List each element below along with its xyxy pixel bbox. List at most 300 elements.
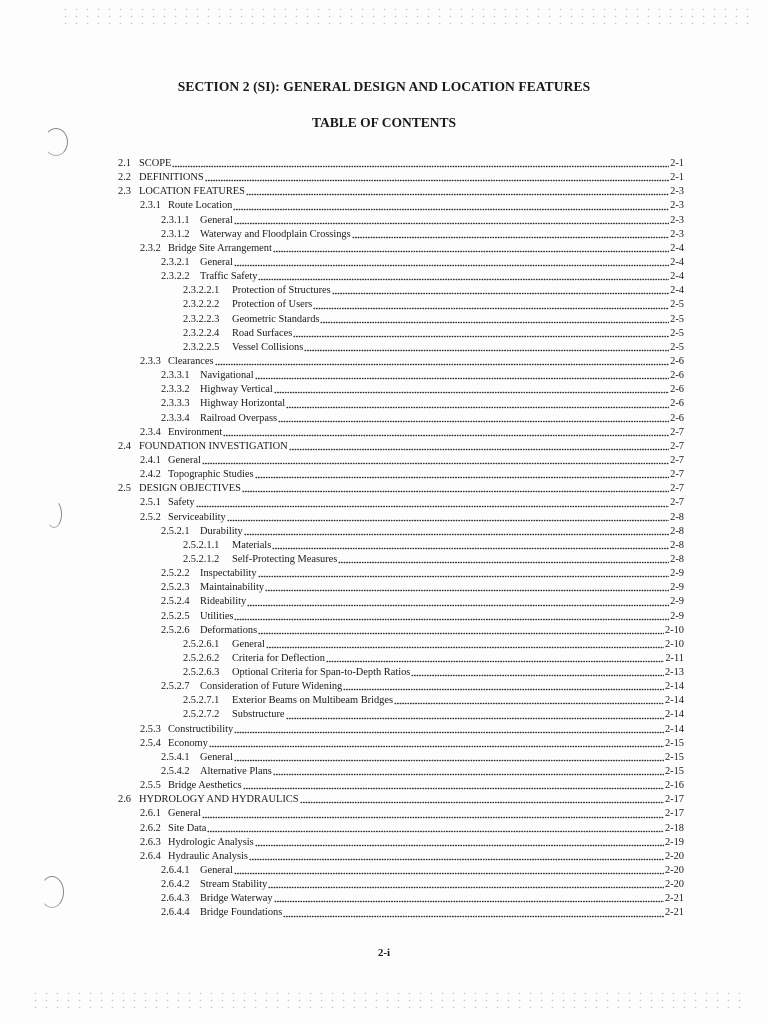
toc-entry-number: 2.5.2.1.2 [183,553,220,565]
dot-leader [202,462,669,465]
toc-entry-label [161,256,233,270]
dot-leader [227,519,669,522]
toc-entry-label [183,284,331,298]
toc-entry-title: Environment [168,426,223,438]
toc-entry-title: Navigational [200,370,254,382]
toc-entry-label [140,779,242,793]
dot-leader [266,646,664,649]
toc-entry-page: 2-7 [670,483,684,495]
toc-entry-number: 2.5.2.3 [161,582,190,594]
dot-leader [300,801,664,804]
dot-leader [326,660,664,663]
toc-entry-number: 2.6 [118,794,131,806]
toc-entry-title: Rideability [200,596,247,608]
dot-leader [215,363,670,366]
toc-entry [118,468,684,482]
toc-entry [118,284,684,298]
dot-leader [255,476,670,479]
toc-entry-title: Bridge Site Arrangement [168,242,272,254]
scan-noise-bottom [30,990,750,1012]
toc-entry-page: 2-6 [670,384,684,396]
toc-entry-page: 2-14 [664,681,684,693]
dot-leader [242,490,669,493]
dot-leader [202,816,664,819]
toc-entry-title: Exterior Beams on Multibeam Bridges [232,695,394,707]
toc-entry-page: 2-19 [664,836,684,848]
toc-entry-number: 2.4 [118,440,131,452]
toc-entry-label [140,454,201,468]
toc-entry-title: Bridge Foundations [200,907,283,919]
toc-entry-page: 2-1 [670,172,684,184]
toc-entry-number: 2.6.1 [140,808,161,820]
toc-entry-title: Economy [168,737,208,749]
toc-entry-page: 2-21 [664,907,684,919]
page-title: SECTION 2 (SI): GENERAL DESIGN AND LOCATION FEATURES [177,79,591,94]
toc-entry-page: 2-6 [670,355,684,367]
toc-entry-label [140,199,232,213]
dot-leader [209,745,664,748]
toc-entry-number: 2.5.4.1 [161,751,190,763]
dot-leader [272,547,669,550]
toc-entry [118,482,684,496]
toc-entry-label [140,836,254,850]
dot-leader [255,377,669,380]
toc-entry-number: 2.6.4 [140,850,161,862]
toc-entry-label [161,624,257,638]
toc-entry-number: 2.5.2.2 [161,568,190,580]
toc-entry-number: 2.3.3 [140,355,161,367]
toc-entry-page: 2-10 [664,624,684,636]
toc-entry [118,765,684,779]
dot-leader [286,406,669,409]
toc-entry-title: Deformations [200,624,258,636]
toc-entry [118,737,684,751]
toc-entry [118,751,684,765]
toc-entry [118,553,684,567]
toc-entry [118,157,684,171]
toc-entry-label [161,680,342,694]
toc-entry-page: 2-7 [670,469,684,481]
toc-entry [118,539,684,553]
toc-entry-title: Durability [200,525,243,537]
dot-leader [233,208,669,211]
toc-entry-page: 2-5 [670,327,684,339]
toc-entry [118,440,684,454]
toc-entry-page: 2-21 [664,893,684,905]
dot-leader [234,731,664,734]
dot-leader [196,505,670,508]
toc-entry [118,369,684,383]
toc-entry-number: 2.3.2.2.4 [183,327,220,339]
toc-entry-number: 2.5.2.7.2 [183,709,220,721]
toc-entry-page: 2-20 [664,865,684,877]
page-number: 2-i [377,947,391,959]
toc-entry-number: 2.3.2.2.2 [183,299,220,311]
toc-entry-page: 2-16 [664,780,684,792]
toc-entry-label [161,595,246,609]
toc-entry-label [118,157,171,171]
toc-entry-label [118,440,288,454]
toc-entry-number: 2.3.1 [140,200,161,212]
dot-leader [246,193,669,196]
toc-entry [118,397,684,411]
toc-entry-title: Clearances [168,355,214,367]
toc-entry-page: 2-8 [670,539,684,551]
toc-entry-title: Hydrologic Analysis [168,836,254,848]
toc-entry [118,595,684,609]
toc-entry-page: 2-15 [664,766,684,778]
toc-entry-label [140,737,208,751]
toc-entry-label [140,850,248,864]
toc-entry-number: 2.5.5 [140,780,161,792]
toc-entry-title: Stream Stability [200,879,268,891]
dot-leader [265,589,669,592]
dot-leader [332,292,669,295]
toc-entry-label [183,327,292,341]
toc-entry-page: 2-6 [670,398,684,410]
dot-leader [320,321,669,324]
toc-entry-label [161,270,257,284]
dot-leader [244,533,669,536]
dot-leader [286,717,664,720]
dot-leader [304,349,669,352]
toc-entry [118,355,684,369]
toc-entry-number: 2.5.2.6.1 [183,638,220,650]
toc-entry-label [161,397,285,411]
toc-entry-number: 2.5.2.6.2 [183,652,220,664]
toc-entry-label [161,751,233,765]
toc-entry-number: 2.3.2 [140,242,161,254]
dot-leader [247,604,669,607]
toc-entry-number: 2.5.2.7.1 [183,695,220,707]
toc-entry-number: 2.6.4.3 [161,893,190,905]
toc-entry-page: 2-5 [670,341,684,353]
toc-entry-page: 2-20 [664,850,684,862]
dot-leader [234,264,669,267]
toc-entry-label [161,610,233,624]
toc-entry-title: Road Surfaces [232,327,293,339]
toc-entry-label [118,171,204,185]
toc-entry-label [183,638,265,652]
dot-leader [234,222,669,225]
toc-entry-label [161,892,273,906]
toc-entry-page: 2-20 [664,879,684,891]
toc-entry-number: 2.3.3.4 [161,412,190,424]
toc-entry-label [140,723,233,737]
toc-entry [118,624,684,638]
toc-entry-title: DEFINITIONS [139,172,204,184]
toc-entry-title: LOCATION FEATURES [139,186,245,198]
toc-heading: TABLE OF CONTENTS [311,115,457,130]
toc-entry-label [140,468,254,482]
toc-entry [118,723,684,737]
toc-entry-title: Site Data [168,822,207,834]
dot-leader [343,688,664,691]
toc-entry [118,567,684,581]
toc-entry-label [118,482,241,496]
dot-leader [258,632,664,635]
toc-entry-number: 2.6.3 [140,836,161,848]
toc-entry-label [161,525,243,539]
toc-entry-page: 2-9 [670,582,684,594]
toc-entry-label [183,539,271,553]
toc-entry-number: 2.6.2 [140,822,161,834]
toc-entry-title: Inspectability [200,568,257,580]
toc-entry-title: Criteria for Deflection [232,652,325,664]
toc-entry-title: Railroad Overpass [200,412,278,424]
toc-entry-number: 2.4.1 [140,454,161,466]
dot-leader [205,179,669,182]
toc-entry-title: Serviceability [168,511,226,523]
toc-entry-number: 2.5.4.2 [161,766,190,778]
toc-entry-page: 2-4 [670,256,684,268]
toc-entry-number: 2.5.2.7 [161,681,190,693]
toc-entry-label [161,412,277,426]
toc-entry [118,171,684,185]
toc-entry-label [140,242,272,256]
toc-entry-title: Protection of Users [232,299,313,311]
toc-entry-title: General [232,638,265,650]
punch-hole-mark [40,876,64,908]
dot-leader [273,250,669,253]
toc-entry-title: Highway Horizontal [200,398,286,410]
toc-entry-page: 2-6 [670,370,684,382]
dot-leader [172,165,669,168]
toc-entry-page: 2-4 [670,271,684,283]
toc-entry-title: General [200,865,233,877]
toc-entry [118,525,684,539]
toc-entry [118,652,684,666]
toc-entry-title: HYDROLOGY AND HYDRAULICS [139,794,299,806]
toc-entry-number: 2.5.4 [140,737,161,749]
toc-entry-number: 2.3.2.2.5 [183,341,220,353]
toc-entry-page: 2-13 [664,667,684,679]
toc-entry-label [161,369,254,383]
toc-entry [118,793,684,807]
toc-entry-number: 2.3.2.2.3 [183,313,220,325]
toc-entry-label [183,694,393,708]
toc-entry [118,313,684,327]
toc-entry-page: 2-7 [670,426,684,438]
toc-entry-number: 2.3.4 [140,426,161,438]
toc-entry [118,694,684,708]
dot-leader [243,787,664,790]
toc-entry [118,256,684,270]
toc-entry-number: 2.2 [118,172,131,184]
dot-leader [293,335,669,338]
toc-entry-number: 2.6.4.1 [161,865,190,877]
toc-entry-page: 2-17 [664,808,684,820]
dot-leader [258,278,669,281]
toc-entry-title: Substructure [232,709,285,721]
toc-entry-page: 2-17 [664,794,684,806]
toc-entry-label [183,313,319,327]
dot-leader [234,618,669,621]
toc-entry-number: 2.3.3.3 [161,398,190,410]
dot-leader [268,886,664,889]
toc-entry [118,892,684,906]
toc-entry-number: 2.5.2.6.3 [183,667,220,679]
toc-entry-page: 2-8 [670,511,684,523]
toc-entry-label [118,793,299,807]
toc-entry-page: 2-5 [670,299,684,311]
dot-leader [278,420,669,423]
toc-entry-number: 2.5.2.4 [161,596,190,608]
toc-entry [118,270,684,284]
toc-entry-page: 2-1 [670,158,684,169]
table-of-contents [118,157,684,921]
toc-entry-page: 2-3 [670,228,684,240]
toc-entry-page: 2-15 [664,737,684,749]
toc-entry [118,864,684,878]
dot-leader [234,759,664,762]
toc-entry-label [161,567,257,581]
toc-entry-title: Materials [232,539,272,551]
toc-entry-page: 2-8 [670,553,684,565]
toc-entry-title: FOUNDATION INVESTIGATION [139,440,288,452]
toc-entry-label [140,496,195,510]
toc-entry-page: 2-3 [670,200,684,212]
toc-entry [118,214,684,228]
toc-entry-number: 2.3 [118,186,131,198]
toc-entry-title: Geometric Standards [232,313,320,325]
toc-entry [118,779,684,793]
dot-leader [273,773,664,776]
toc-entry [118,242,684,256]
toc-entry-title: Bridge Waterway [200,893,273,905]
toc-entry-title: Route Location [168,200,233,212]
toc-entry-title: Self-Protecting Measures [232,553,338,565]
toc-entry-number: 2.3.3.2 [161,384,190,396]
dot-leader [274,900,664,903]
toc-entry-label [183,666,410,680]
toc-entry-page: 2-4 [670,242,684,254]
punch-hole-mark [46,500,62,528]
toc-entry-page: 2-9 [670,610,684,622]
toc-entry [118,906,684,920]
toc-entry-number: 2.1 [118,158,131,169]
toc-entry [118,666,684,680]
toc-entry [118,610,684,624]
punch-hole-mark [44,128,68,156]
dot-leader [313,307,669,310]
toc-entry [118,496,684,510]
toc-entry-page: 2-6 [670,412,684,424]
toc-entry-title: Highway Vertical [200,384,273,396]
dot-leader [249,858,664,861]
toc-entry-title: Safety [168,497,195,509]
toc-entry-title: Traffic Safety [200,271,258,283]
toc-entry-label [161,864,233,878]
toc-entry-page: 2-10 [664,638,684,650]
toc-entry-number: 2.3.2.2 [161,271,190,283]
toc-entry-title: Topographic Studies [168,469,254,481]
toc-entry [118,341,684,355]
toc-entry [118,708,684,722]
toc-entry-number: 2.3.1.1 [161,214,190,226]
toc-entry-page: 2-7 [670,497,684,509]
toc-entry-label [140,426,222,440]
toc-entry [118,412,684,426]
toc-entry-page: 2-14 [664,723,684,735]
toc-entry-title: General [168,454,201,466]
toc-entry-title: Hydraulic Analysis [168,850,248,862]
toc-entry-label [140,822,206,836]
toc-entry-page: 2-3 [670,214,684,226]
toc-entry-label [183,652,325,666]
toc-entry [118,822,684,836]
toc-entry [118,680,684,694]
toc-entry-title: Constructibility [168,723,234,735]
toc-entry-label [161,383,273,397]
toc-entry-number: 2.5.1 [140,497,161,509]
toc-entry [118,581,684,595]
toc-entry-title: Optional Criteria for Span-to-Depth Ratios [232,667,411,679]
toc-entry-page: 2-14 [664,695,684,707]
toc-entry [118,185,684,199]
toc-entry-page: 2-9 [670,568,684,580]
toc-entry-number: 2.3.1.2 [161,228,190,240]
toc-entry [118,638,684,652]
dot-leader [274,391,669,394]
toc-entry-page: 2-7 [670,454,684,466]
toc-entry [118,878,684,892]
toc-entry-number: 2.5.2 [140,511,161,523]
toc-entry-page: 2-11 [665,652,684,664]
toc-entry-page: 2-15 [664,751,684,763]
toc-entry [118,836,684,850]
toc-entry-label [183,708,285,722]
toc-entry-page: 2-14 [664,709,684,721]
toc-entry-label [183,298,312,312]
toc-entry-number: 2.3.2.1 [161,256,190,268]
dot-leader [255,844,664,847]
toc-entry-title: General [200,256,233,268]
toc-entry-label [140,511,226,525]
toc-entry-page: 2-9 [670,596,684,608]
toc-entry-label [161,906,282,920]
toc-entry [118,850,684,864]
scan-noise-top [60,6,750,28]
toc-entry-page: 2-18 [664,822,684,834]
toc-entry [118,454,684,468]
toc-entry-number: 2.3.3.1 [161,370,190,382]
toc-entry [118,511,684,525]
dot-leader [411,674,664,677]
toc-entry-title: SCOPE [139,158,172,169]
toc-entry-page: 2-7 [670,440,684,452]
toc-entry-title: Vessel Collisions [232,341,304,353]
toc-entry-number: 2.6.4.4 [161,907,190,919]
toc-entry-page: 2-5 [670,313,684,325]
toc-entry-number: 2.5 [118,483,131,495]
toc-entry-label [140,355,214,369]
toc-entry-title: Consideration of Future Widening [200,681,343,693]
toc-entry-label [161,581,264,595]
toc-entry-title: Alternative Plans [200,766,272,778]
toc-entry-title: General [200,214,233,226]
toc-entry-number: 2.6.4.2 [161,879,190,891]
toc-entry-page: 2-3 [670,186,684,198]
toc-entry-title: Maintainability [200,582,265,594]
toc-entry [118,327,684,341]
toc-entry [118,807,684,821]
toc-entry-title: Utilities [200,610,234,622]
toc-entry-number: 2.5.2.5 [161,610,190,622]
toc-entry-title: Waterway and Floodplain Crossings [200,228,351,240]
toc-entry-title: DESIGN OBJECTIVES [139,483,241,495]
toc-entry-label [161,878,267,892]
